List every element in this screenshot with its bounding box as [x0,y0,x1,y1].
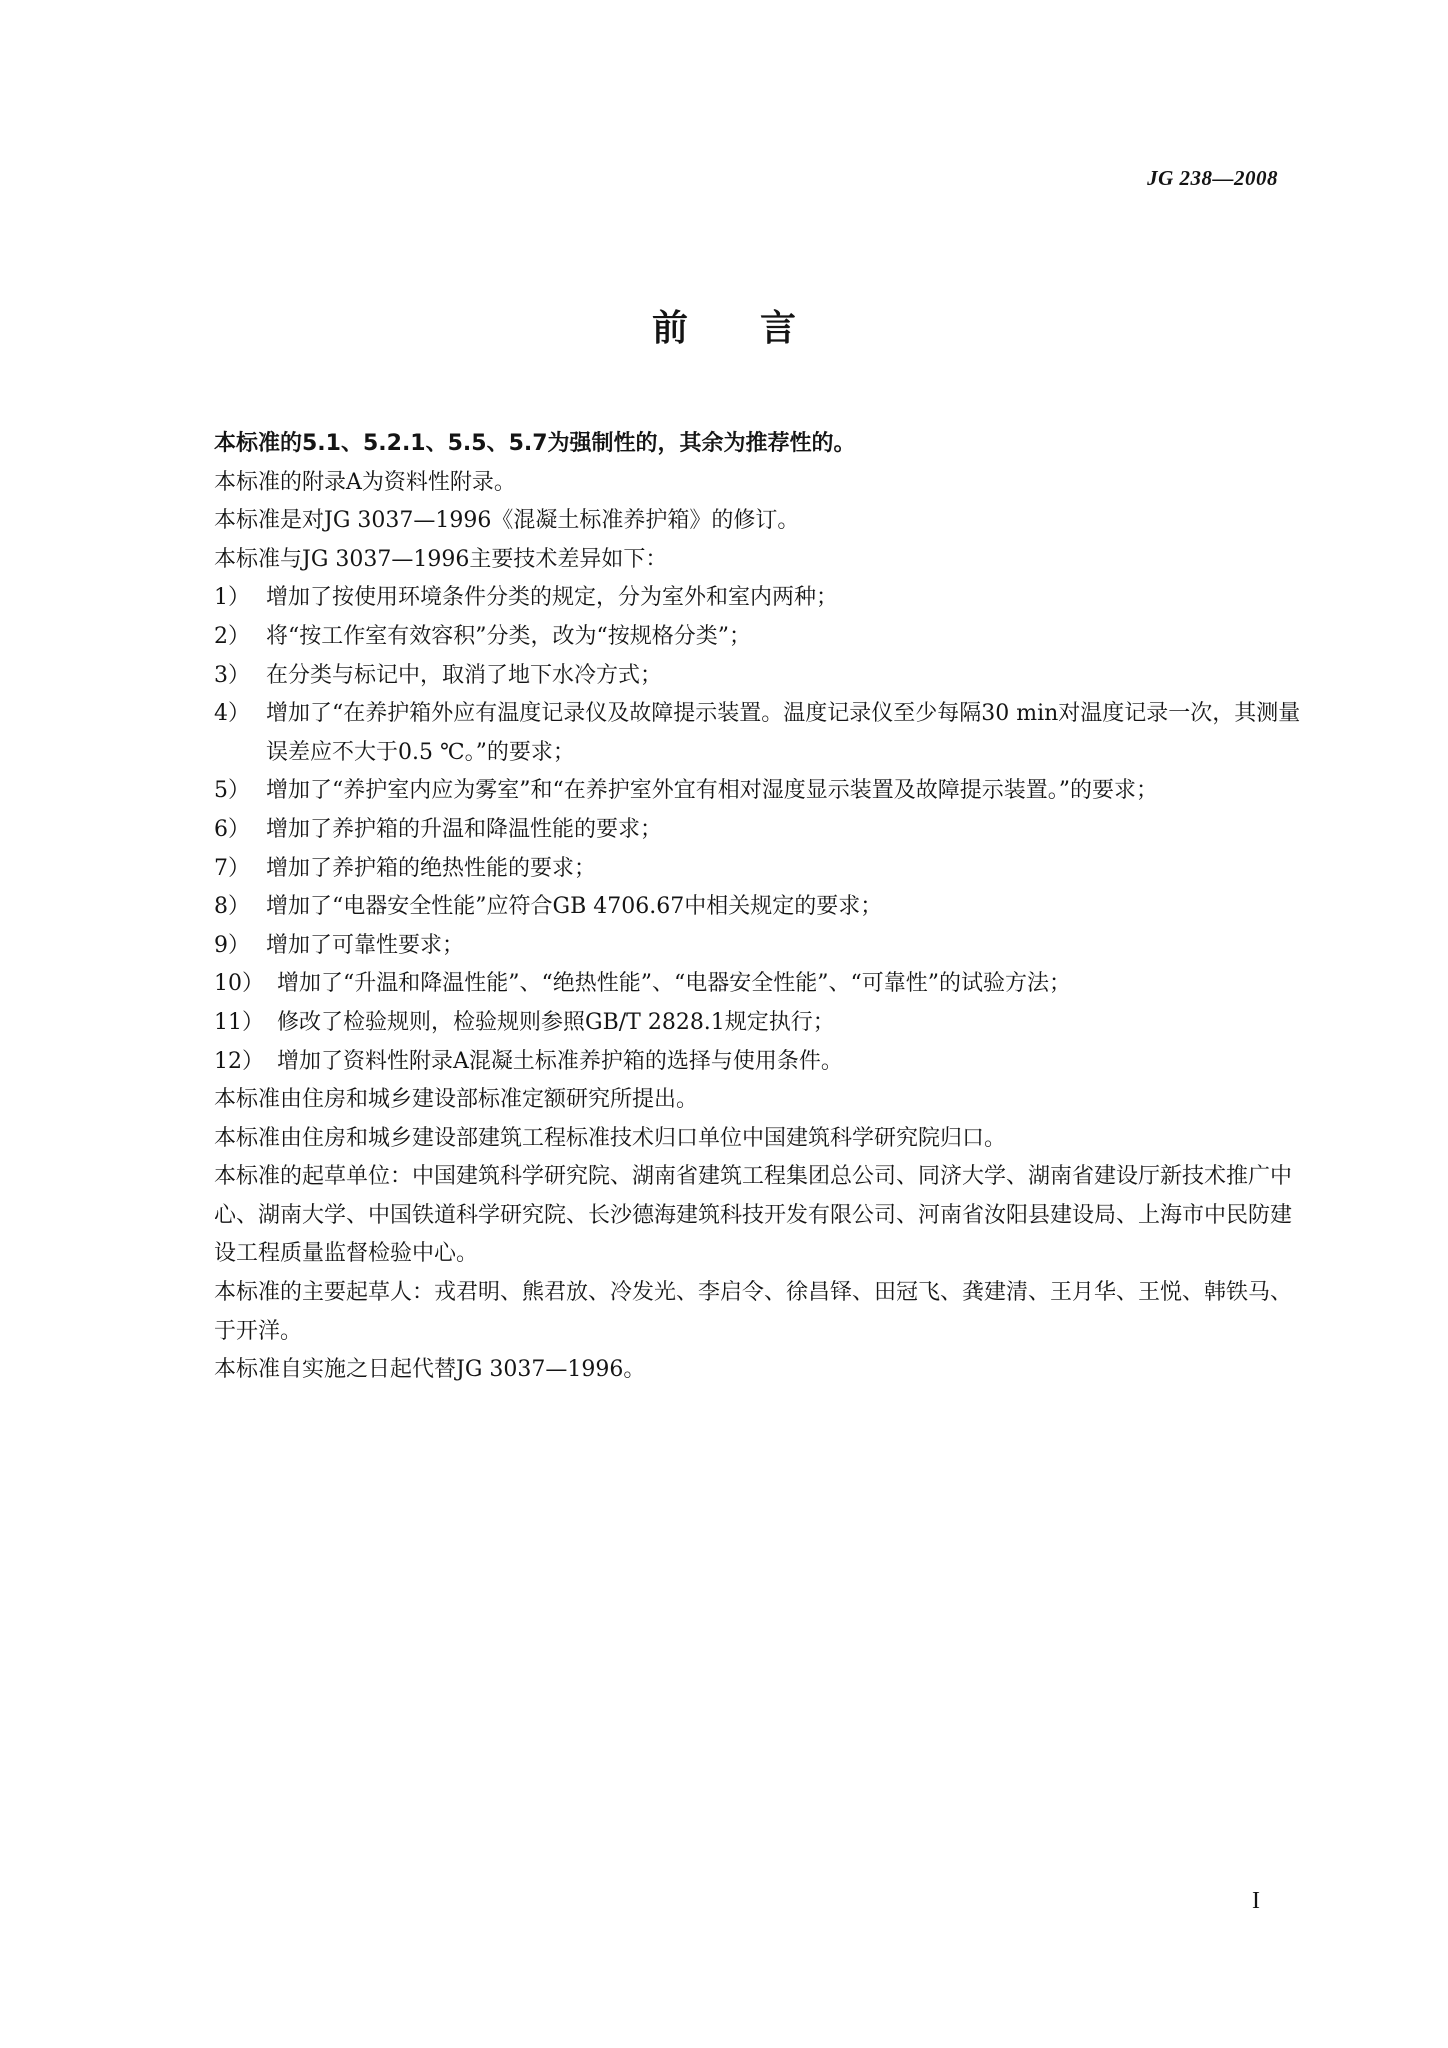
list-item-number: 4） [214,701,250,727]
differences-intro: 本标准与JG 3037—1996主要技术差异如下： [214,546,668,572]
list-item [214,811,1306,850]
list-item [214,657,1306,696]
list-item [214,927,1306,966]
list-item [214,965,1306,1004]
drafters-statement: 本标准的主要起草人：戎君明、熊君放、冷发光、李启令、徐昌铎、田冠飞、龚建清、王月华、王悦、韩铁马、于开洋。 [214,1280,1293,1344]
list-item-number: 8） [214,894,250,920]
list-item [214,695,1306,772]
list-item [214,1043,1306,1082]
list-item [214,850,1306,889]
list-item-text: 增加了“养护室内应为雾室”和“在养护室外宜有相对湿度显示装置及故障提示装置。”的要求； [266,778,1158,804]
proposer-statement: 本标准由住房和城乡建设部标准定额研究所提出。 [214,1087,699,1113]
list-item [214,1004,1306,1043]
list-item-number: 2） [214,623,250,649]
centralized-unit-statement: 本标准由住房和城乡建设部建筑工程标准技术归口单位中国建筑科学研究院归口。 [214,1125,1007,1151]
drafting-units-statement: 本标准的起草单位：中国建筑科学研究院、湖南省建筑工程集团总公司、同济大学、湖南省建设厅新技术推广中心、湖南大学、中国铁道科学研究院、长沙德海建筑科技开发有限公司、河南省汝阳县建设局、上海市中民防建设工程质量监督检验中心。 [214,1164,1293,1267]
list-item-text: 增加了按使用环境条件分类的规定，分为室外和室内两种； [266,585,839,611]
list-item-text: 增加了“升温和降温性能”、“绝热性能”、“电器安全性能”、“可靠性”的试验方法； [277,971,1071,997]
list-item-text: 修改了检验规则，检验规则参照GB/T 2828.1规定执行； [277,1009,835,1035]
list-item-number: 6） [214,816,250,842]
list-item-number: 7） [214,855,250,881]
list-item [214,772,1306,811]
list-item-number: 11） [214,1009,264,1035]
list-item-text: 增加了“电器安全性能”应符合GB 4706.67中相关规定的要求； [266,894,883,920]
list-item-text: 增加了可靠性要求； [266,932,465,958]
document-body [214,425,1306,1390]
list-item [214,579,1306,618]
list-item-text: 增加了“在养护箱外应有温度记录仪及故障提示装置。温度记录仪至少每隔30 min对温度记录一次，其测量误差应不大于0.5 ℃。”的要求； [266,701,1301,765]
revision-statement: 本标准是对JG 3037—1996《混凝土标准养护箱》的修订。 [214,508,800,534]
list-item-text: 增加了资料性附录A混凝土标准养护箱的选择与使用条件。 [277,1048,843,1074]
list-item [214,888,1306,927]
replacement-statement: 本标准自实施之日起代替JG 3037—1996。 [214,1357,646,1383]
page-number: I [1252,1888,1260,1914]
list-item-number: 5） [214,778,250,804]
list-item-number: 9） [214,932,250,958]
list-item-number: 1） [214,585,250,611]
list-item-number: 12） [214,1048,264,1074]
mandatory-clause-statement: 本标准的5.1、5.2.1、5.5、5.7为强制性的，其余为推荐性的。 [214,431,856,456]
list-item-text: 增加了养护箱的绝热性能的要求； [266,855,597,881]
list-item [214,618,1306,657]
list-item-number: 10） [214,971,264,997]
list-item-text: 在分类与标记中，取消了地下水冷方式； [266,662,663,688]
list-item-number: 3） [214,662,250,688]
document-code: JG 238—2008 [1147,166,1278,190]
appendix-statement: 本标准的附录A为资料性附录。 [214,469,516,495]
page-title: 前言 [651,308,868,349]
list-item-text: 增加了养护箱的升温和降温性能的要求； [266,816,663,842]
list-item-text: 将“按工作室有效容积”分类，改为“按规格分类”； [266,623,751,649]
